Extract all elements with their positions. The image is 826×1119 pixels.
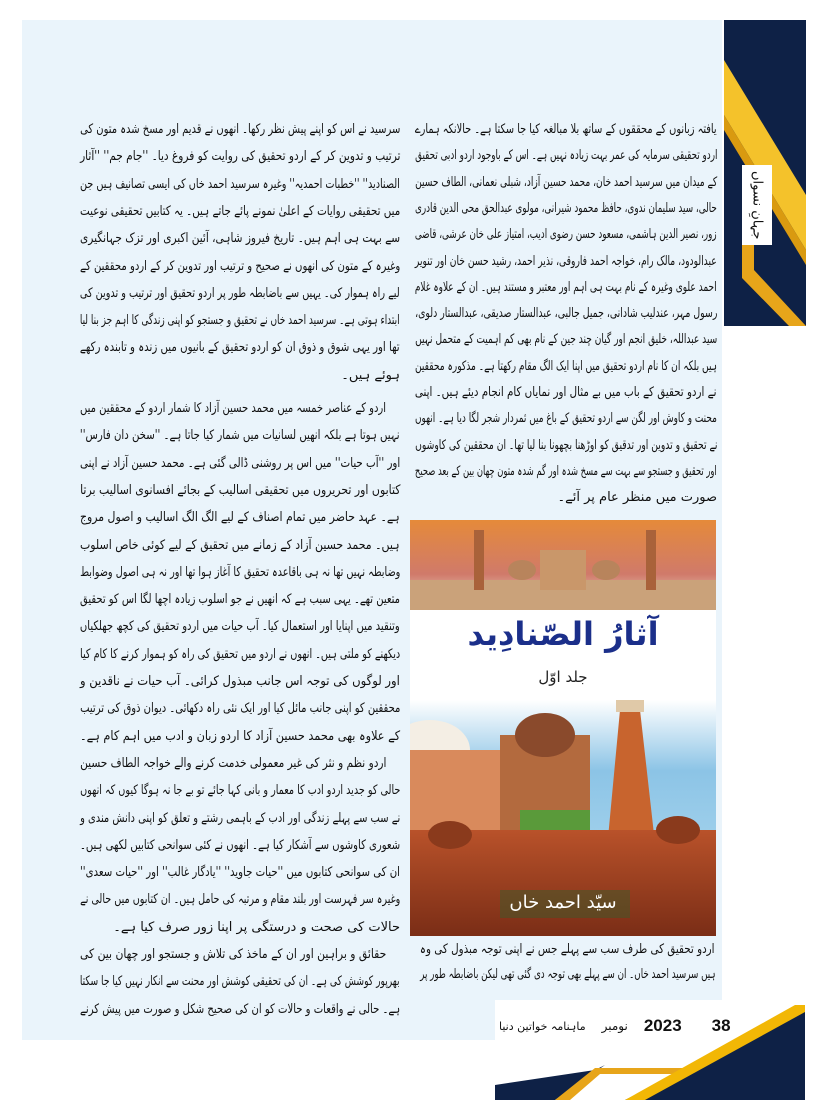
text-line: الصنادید'' ''خطبات احمدیہ'' وغیرہ سرسید احمد خاں کی ایسی تصانیف ہیں جن — [80, 176, 400, 192]
text-line: ان کی سوانحی کتابوں میں ''حیات جاوید'' ''یادگار غالب'' اور ''حیات سعدی'' — [80, 865, 400, 881]
image-caption — [420, 940, 715, 1000]
section-label — [742, 165, 772, 245]
issue-month: نومبر — [601, 1019, 628, 1033]
footer-text-row — [499, 1016, 731, 1036]
text-line: ہے۔ حالی نے واقعات و حالات کو ان کی صحیح شکل و صورت میں پیش کرنے — [79, 1001, 400, 1017]
text-line: دیکھنے کو ملتی ہیں۔ انھوں نے اردو میں تحقیق کی راہ کو ہموار کرنے کا کام کیا — [79, 646, 400, 662]
text-line: اردو کے عناصر خمسہ میں محمد حسین آزاد کا شمار اردو کے محققین میں — [80, 401, 386, 416]
text-line: ہیں۔ محمد حسین آزاد کے زمانے میں تحقیق کے لیے کوئی خاص اسلوب — [80, 537, 400, 553]
text-line: نہیں ہوتا ہے بلکہ انھیں لسانیات میں شمار کیا جاتا ہے۔ ''سخن دان فارس'' — [80, 428, 400, 444]
text-line: اور لوگوں کی توجہ اس جانب مبذول کرائی۔ آب حیات نے ناقدین و — [80, 674, 400, 689]
text-line: کتابوں اور تحریروں میں تحقیقی اسالیب کے بجائے افسانوی اسالیب برتا — [79, 482, 400, 498]
text-line: احمد علوی وغیرہ کے نام بہت ہی اہم اور معتبر و مستند ہیں۔ ان کے علاوہ غلام — [415, 279, 717, 295]
book-cover-image — [410, 520, 716, 936]
text-line: میں تحقیقی روایات کے اعلیٰ نمونے پائے جاتے ہیں۔ یہ کتابیں تحقیقی نوعیت — [79, 203, 400, 219]
text-line: وضابطہ نہیں تھا نہ ہی باقاعدہ تحقیق کا آغاز ہوا تھا اور نہ ہی اصول وضوابط — [79, 564, 400, 580]
text-line: ہیں سرسید احمد خاں۔ ان سے پہلے بھی توجہ دی گئی تھی لیکن باضابطہ طور پر — [419, 967, 715, 982]
text-line: ترتیب و تدوین کر کے اردو تحقیق کی روایت کو فروغ دیا۔ ''جام جم'' ''آثار — [79, 149, 400, 165]
text-line: ہے۔ عہد حاضر میں تمام اصناف کے لیے الگ الگ اسالیب و اصول مروج — [80, 510, 400, 526]
text-line: متعین تھے۔ یہی سبب ہے کہ انھیں نے جو اسلوب زیادہ اچھا لگا اس کو تحقیق — [80, 592, 400, 608]
text-line: اردو تحقیقی سرمایہ کی عمر بہت زیادہ نہیں ہے۔ اس کے باوجود اردو ادبی تحقیق — [414, 148, 717, 164]
book-volume: جلد اوّل — [538, 668, 588, 686]
text-line: بھرپور کوشش کی ہے۔ ان کی تحقیقی کوشش اور محنت سے انکار نہیں کیا جا سکتا — [80, 974, 400, 990]
issue-year: 2023 — [643, 1016, 682, 1035]
text-line: کے علاوہ بھی محمد حسین آزاد کا اردو زبان و ادب میں اہم کام ہے۔ — [79, 728, 400, 744]
text-line: محققین کو اپنی جانب مائل کیا اور ایک نئی راہ دکھائی۔ دیوان ذوق کی ترتیب — [79, 701, 400, 717]
text-line: لیے راہ ہموار کی۔ یہیں سے باضابطہ طور پر اردو تحقیق اور ترتیب و تدوین کی — [80, 285, 400, 301]
text-line: عبدالودود، مالک رام، خواجہ احمد فاروقی، نذیر احمد، رشید حسن خان اور تنویر — [415, 253, 717, 269]
text-line: حالی کو جدید اردو ادب کا معمار و بانی کہا جائے تو بے جا نہ ہوگا کیوں کہ انھوں — [79, 783, 400, 799]
text-line: تھا اور یہی شوق و ذوق ان کو اردو تحقیق کے بانیوں میں زندہ و تابندہ رکھے — [80, 340, 400, 356]
book-title: آثارُ الصّنادِید — [467, 615, 659, 653]
left-column — [80, 120, 400, 1040]
text-line: وتنقید میں اپنایا اور استعمال کیا۔ آب حیات میں اردو تحقیق کی کچھ جھلکیاں — [80, 619, 400, 635]
text-line: محنت و کاوش اور لگن سے اردو تحقیق کے باغ میں ثمردار شجر لگا دیا ہے۔ انھوں — [415, 411, 717, 427]
text-line: نے اردو تحقیق کے باب میں بے مثال اور نمایاں کام انجام دیئے ہیں۔ اپنی — [415, 385, 717, 400]
text-line: سرسید نے اس کو اپنے پیش نظر رکھا۔ انھوں نے قدیم اور مسخ شدہ متون کی — [79, 122, 400, 137]
text-line: اردو نظم و نثر کی غیر معمولی خدمت کرنے والے خواجہ الطاف حسین — [79, 755, 386, 771]
text-line: نے تحقیق و تدوین اور تدقیق کو اوڑھنا بچھونا بنا لیا تھا۔ ان محققین کی کاوشوں — [414, 437, 717, 453]
text-line: اردو تحقیق کی طرف سب سے پہلے جس نے اپنی توجہ مبذول کی وہ — [420, 942, 715, 957]
text-line: زور، نصیر الدین ہاشمی، مسعود حسن رضوی ادیب، امتیاز علی خان عرشی، قاضی — [415, 227, 717, 243]
text-line: نے سب سے پہلے زندگی اور ادب کے باہمی رشتے و تعلق کو اپنی دانش مندی و — [79, 810, 400, 826]
text-line: ابتداء ہوتی ہے۔ سرسید احمد خاں نے تحقیق و جستجو کو اپنی زندگی کا اہم جز بنا لیا — [80, 313, 400, 329]
section-label-text: جہانِ نسواں — [749, 170, 765, 240]
text-line: وغیرہ کے متون کی انھوں نے صحیح و ترتیب اور تدوین کر کے اردو محققین کے — [79, 258, 400, 274]
text-line: حالی، سید سلیمان ندوی، حافظ محمود شیرانی، مولوی عبدالحق محی الدین قادری — [415, 200, 717, 216]
text-line: سے بہت ہی اہم ہیں۔ تاریخ فیروز شاہی، آئین اکبری اور تزک جہانگیری — [79, 231, 400, 247]
text-line: اور ''آب حیات'' میں اس پر روشنی ڈالی گئی ہے۔ محمد حسین آزاد نے اپنی — [79, 455, 400, 471]
text-line: ہوئے ہیں۔ — [341, 367, 400, 383]
text-line: حقائق و براہین اور ان کے ماخذ کی تلاش و جستجو اور چھان بین کی — [79, 947, 386, 962]
text-line: ہیں بلکہ ان کا نام اردو تحقیق میں اپنا ایک الگ مقام رکھتا ہے۔ مذکورہ محققین — [414, 358, 717, 374]
text-line: رسول مہر، عندلیب شادانی، جمیل جالبی، عبدالستار صدیقی، عبدالستار دلوی، — [414, 306, 717, 322]
footer — [495, 1000, 805, 1100]
text-line: حالات کی صحت و درستگی پر اپنا زور صرف کیا ہے۔ — [113, 919, 400, 935]
text-line: کے میدان میں سرسید احمد خان، محمد حسین آزاد، شبلی نعمانی، الطاف حسین — [414, 174, 717, 190]
text-line: صورت میں منظر عام پر آئے۔ — [557, 490, 717, 506]
text-line: سید عبداللہ، خلیق انجم اور گیان چند جین کے نام بھی کم اہمیت کے متحمل نہیں — [414, 332, 717, 348]
book-author: سیّد احمد خاں — [509, 892, 617, 913]
page-number: 38 — [711, 1016, 731, 1035]
text-line: شعوری کاوشوں سے آشکار کیا ہے۔ انھوں نے کئی سوانحی کتابیں لکھی ہیں۔ — [79, 837, 400, 853]
right-column — [415, 120, 717, 520]
text-line: اور تحقیق و جستجو سے بہت سے مسخ شدہ اور گم شدہ متون چھان بین کے بعد صحیح — [415, 463, 717, 479]
text-line: یافتہ زبانوں کے محققوں کے ساتھ بلا مبالغہ کیا جا سکتا ہے۔ حالانکہ ہمارے — [415, 122, 717, 137]
magazine-name: ماہنامہ خواتین دنیا — [499, 1019, 586, 1033]
text-line: وغیرہ سر فہرست اور بلند مقام و مرتبہ کی حامل ہیں۔ ان کتابوں میں حالی نے — [79, 892, 400, 908]
